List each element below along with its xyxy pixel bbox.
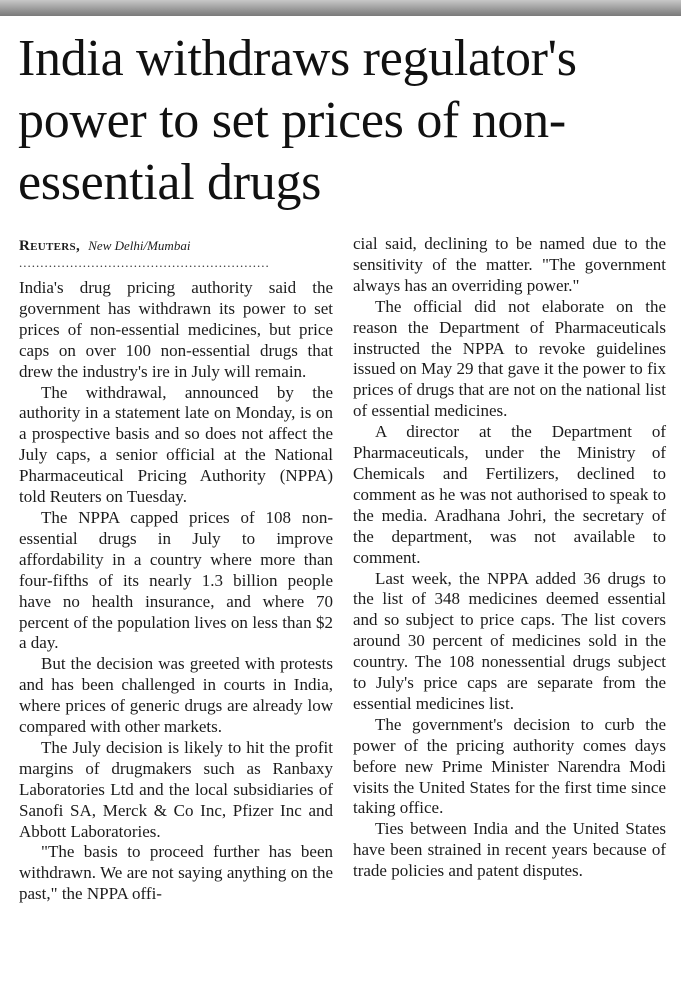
paragraph: The official did not elaborate on the reason the Department of Pharmaceuticals instructed the NPPA to revoke guidelines issued on May 29 that gave it the power to fix prices of drugs that are not on the national list of essential medicines. bbox=[353, 296, 666, 421]
paragraph: Last week, the NPPA added 36 drugs to the list of 348 medicines deemed essential and so subject to price caps. The list covers around 30 percent of medicines sold in the country. The 108 nonessential drugs subject to July's price caps are separate from the essential medicines list. bbox=[353, 568, 666, 713]
byline bbox=[19, 234, 333, 255]
paragraph: But the decision was greeted with protests and has been challenged in courts in India, where prices of generic drugs are already low compared with other markets. bbox=[19, 654, 333, 737]
paragraph: India's drug pricing authority said the government has withdrawn its power to set prices of non-essential medicines, but price caps on over 100 non-essential drugs that drew the industry's ire in July will remain. bbox=[19, 278, 333, 381]
paragraph: Ties between India and the United States have been strained in recent years because of trade policies and patent disputes. bbox=[353, 819, 666, 881]
byline-agency: Reuters, bbox=[19, 238, 80, 254]
byline-place: New Delhi/Mumbai bbox=[88, 238, 191, 253]
top-border-bar bbox=[0, 0, 681, 16]
paragraph: The NPPA capped prices of 108 non-essential drugs in July to improve affordability in a country where more than four-fifths of its nearly 1.3 billion people have no health insurance, and where 70 percent of the population lives on less than $2 a day. bbox=[19, 507, 333, 653]
byline-separator: ........................................................... bbox=[19, 257, 270, 270]
paragraph: "The basis to proceed further has been withdrawn. We are not saying anything on the past," the NPPA offi- bbox=[19, 842, 333, 904]
article-column-left bbox=[19, 234, 333, 905]
headline: India withdraws regulator's power to set prices of non-essential drugs bbox=[18, 30, 577, 211]
paragraph: The July decision is likely to hit the profit margins of drugmakers such as Ranbaxy Laboratories Ltd and the local subsidiaries of Sanofi SA, Merck & Co Inc, Pfizer Inc and Abbott Laboratories. bbox=[19, 737, 333, 841]
article-column-right bbox=[353, 234, 666, 882]
paragraph: A director at the Department of Pharmaceuticals, under the Ministry of Chemicals and Fertilizers, declined to comment as he was not authorised to speak to the media. Aradhana Johri, the secretary of the department, was not available to comment. bbox=[353, 422, 666, 567]
paragraph: The withdrawal, announced by the authority in a statement late on Monday, is on a prospective basis and so does not affect the July caps, a senior official at the National Pharmaceutical Pricing Authority (NPPA) told Reuters on Tuesday. bbox=[19, 382, 333, 507]
paragraph: The government's decision to curb the power of the pricing authority comes days before new Prime Minister Narendra Modi visits the United States for the first time since taking office. bbox=[353, 714, 666, 818]
paragraph: cial said, declining to be named due to the sensitivity of the matter. "The government always has an overriding power." bbox=[353, 234, 666, 295]
